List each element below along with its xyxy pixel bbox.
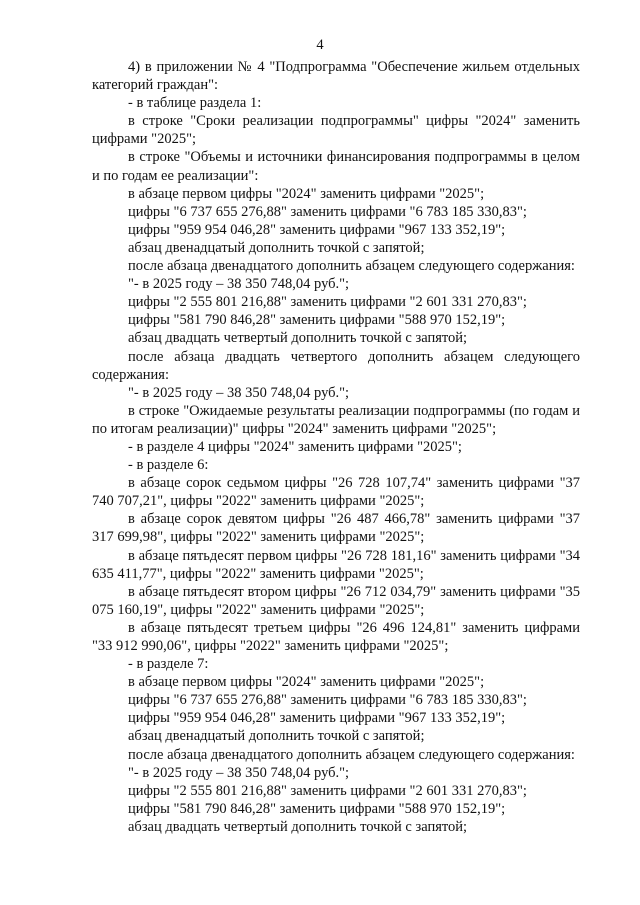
paragraph-31: цифры "2 555 801 216,88" заменить цифрами "2 601 331 270,83";	[128, 782, 527, 799]
paragraph-21: в абзаце пятьдесят первом цифры "26 728 181,16" заменить цифрами "34 635 411,77", цифры "2022" заменить цифрами "2025";	[92, 547, 580, 582]
paragraph-33: абзац двадцать четвертый дополнить точкой с запятой;	[128, 818, 468, 835]
paragraph-29: после абзаца двенадцатого дополнить абзацем следующего содержания:	[128, 746, 575, 763]
document-body	[92, 58, 580, 836]
paragraph-17: - в разделе 4 цифры "2024" заменить цифрами "2025";	[128, 438, 462, 455]
paragraph-24: - в разделе 7:	[128, 656, 209, 673]
paragraph-25: в абзаце первом цифры "2024" заменить цифрами "2025";	[128, 674, 485, 691]
paragraph-18: - в разделе 6:	[128, 457, 209, 474]
paragraph-10: "- в 2025 году – 38 350 748,04 руб.";	[128, 276, 350, 293]
paragraph-20: в абзаце сорок девятом цифры "26 487 466,78" заменить цифрами "37 317 699,98", цифры "2022" заменить цифрами "2025";	[92, 511, 580, 546]
paragraph-8: абзац двенадцатый дополнить точкой с запятой;	[128, 239, 425, 256]
paragraph-26: цифры "6 737 655 276,88" заменить цифрами "6 783 185 330,83";	[128, 692, 527, 709]
paragraph-1: 4) в приложении № 4 "Подпрограмма "Обеспечение жильем отдельных категорий граждан":	[92, 59, 580, 94]
paragraph-6: цифры "6 737 655 276,88" заменить цифрами "6 783 185 330,83";	[128, 203, 527, 220]
paragraph-14: после абзаца двадцать четвертого дополнить абзацем следующего содержания:	[92, 348, 580, 383]
paragraph-16: в строке "Ожидаемые результаты реализации подпрограммы (по годам и по итогам реализации)" цифры "2024" заменить цифрами "2025";	[92, 402, 580, 437]
paragraph-28: абзац двенадцатый дополнить точкой с запятой;	[128, 728, 425, 745]
paragraph-15: "- в 2025 году – 38 350 748,04 руб.";	[128, 384, 350, 401]
paragraph-27: цифры "959 954 046,28" заменить цифрами "967 133 352,19";	[128, 710, 506, 727]
paragraph-19: в абзаце сорок седьмом цифры "26 728 107,74" заменить цифрами "37 740 707,21", цифры "2022" заменить цифрами "2025";	[92, 475, 580, 510]
paragraph-4: в строке "Объемы и источники финансирования подпрограммы в целом и по годам ее реализации":	[92, 149, 580, 184]
paragraph-30: "- в 2025 году – 38 350 748,04 руб.";	[128, 764, 350, 781]
paragraph-22: в абзаце пятьдесят втором цифры "26 712 034,79" заменить цифрами "35 075 160,19", цифры "2022" заменить цифрами "2025";	[92, 583, 580, 618]
paragraph-23: в абзаце пятьдесят третьем цифры "26 496 124,81" заменить цифрами "33 912 990,06", цифры "2022" заменить цифрами "2025";	[92, 619, 580, 654]
paragraph-32: цифры "581 790 846,28" заменить цифрами "588 970 152,19";	[128, 800, 506, 817]
paragraph-9: после абзаца двенадцатого дополнить абзацем следующего содержания:	[128, 258, 575, 275]
paragraph-11: цифры "2 555 801 216,88" заменить цифрами "2 601 331 270,83";	[128, 294, 527, 311]
paragraph-12: цифры "581 790 846,28" заменить цифрами "588 970 152,19";	[128, 312, 506, 329]
paragraph-2: - в таблице раздела 1:	[128, 95, 262, 112]
paragraph-5: в абзаце первом цифры "2024" заменить цифрами "2025";	[128, 185, 485, 202]
paragraph-7: цифры "959 954 046,28" заменить цифрами "967 133 352,19";	[128, 221, 506, 238]
paragraph-3: в строке "Сроки реализации подпрограммы" цифры "2024" заменить цифрами "2025";	[92, 113, 580, 148]
paragraph-13: абзац двадцать четвертый дополнить точкой с запятой;	[128, 330, 468, 347]
page-number: 4	[316, 37, 324, 53]
